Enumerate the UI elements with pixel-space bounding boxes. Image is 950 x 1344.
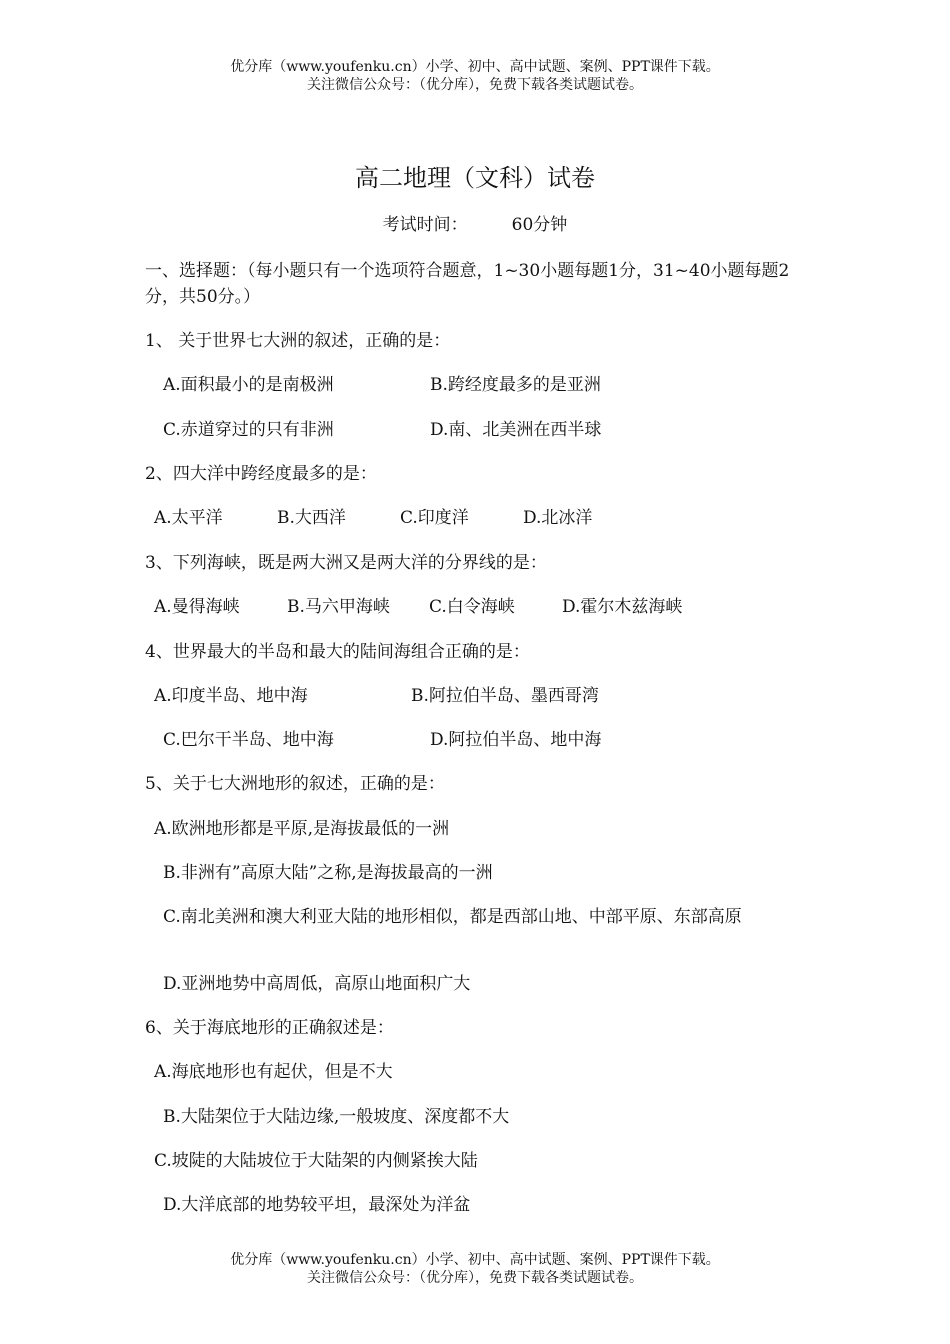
footer-line-2: 关注微信公众号：（优分库），免费下载各类试题试卷。 [307, 1270, 643, 1286]
page-footer [0, 1251, 950, 1287]
exam-time-label: 考试时间： [382, 215, 468, 235]
option-a: A.曼得海峡 [154, 597, 240, 617]
exam-title: 高二地理（文科）试卷 [355, 164, 595, 192]
exam-time-value: 60分钟 [511, 215, 568, 235]
option-a: A.面积最小的是南极洲 [163, 375, 334, 395]
footer-line-1: 优分库（www.youfenku.cn）小学、初中、高中试题、案例、PPT课件下载。 [230, 1252, 720, 1268]
option-a: A.欧洲地形都是平原,是海拔最低的一洲 [154, 819, 450, 839]
option-b: B.阿拉伯半岛、墨西哥湾 [411, 686, 599, 706]
option-b: B.马六甲海峡 [287, 597, 390, 617]
question-stem: 3、下列海峡，既是两大洲又是两大洋的分界线的是： [145, 553, 547, 573]
option-d: D.阿拉伯半岛、地中海 [430, 730, 602, 750]
option-c: C.巴尔干半岛、地中海 [163, 730, 334, 750]
option-c: C.印度洋 [400, 508, 469, 528]
question-stem: 5、关于七大洲地形的叙述，正确的是： [145, 774, 445, 794]
option-b: B.跨经度最多的是亚洲 [430, 375, 601, 395]
option-a: A.太平洋 [154, 508, 223, 528]
option-d: D.南、北美洲在西半球 [430, 420, 602, 440]
option-c: C.白令海峡 [429, 597, 515, 617]
option-a: A.印度半岛、地中海 [154, 686, 308, 706]
option-d: D.亚洲地势中高周低，高原山地面积广大 [163, 974, 471, 994]
exam-time [0, 210, 950, 235]
option-c: C.赤道穿过的只有非洲 [163, 420, 334, 440]
question-stem: 4、世界最大的半岛和最大的陆间海组合正确的是： [145, 642, 530, 662]
option-b: B.大西洋 [277, 508, 346, 528]
question-stem: 6、关于海底地形的正确叙述是： [145, 1018, 394, 1038]
option-c: C.坡陡的大陆坡位于大陆架的内侧紧挨大陆 [154, 1151, 478, 1171]
question-stem: 2、四大洋中跨经度最多的是： [145, 464, 377, 484]
option-d: D.大洋底部的地势较平坦，最深处为洋盆 [163, 1195, 471, 1215]
question-stem: 1、 关于世界七大洲的叙述，正确的是： [145, 331, 451, 351]
section-heading: 一、选择题：（每小题只有一个选项符合题意，1~30小题每题1分，31~40小题每题2分，共50分。） [145, 261, 790, 307]
page-header [0, 58, 950, 94]
option-b: B.大陆架位于大陆边缘,一般坡度、深度都不大 [163, 1107, 510, 1127]
header-line-1: 优分库（www.youfenku.cn）小学、初中、高中试题、案例、PPT课件下载。 [230, 59, 720, 75]
option-d: D.北冰洋 [523, 508, 593, 528]
option-d: D.霍尔木兹海峡 [562, 597, 683, 617]
option-b: B.非洲有”高原大陆”之称,是海拔最高的一洲 [163, 863, 493, 883]
option-a: A.海底地形也有起伏，但是不大 [154, 1062, 393, 1082]
header-line-2: 关注微信公众号：（优分库），免费下载各类试题试卷。 [307, 77, 643, 93]
option-c: C.南北美洲和澳大利亚大陆的地形相似，都是西部山地、中部平原、东部高原 [163, 907, 742, 927]
